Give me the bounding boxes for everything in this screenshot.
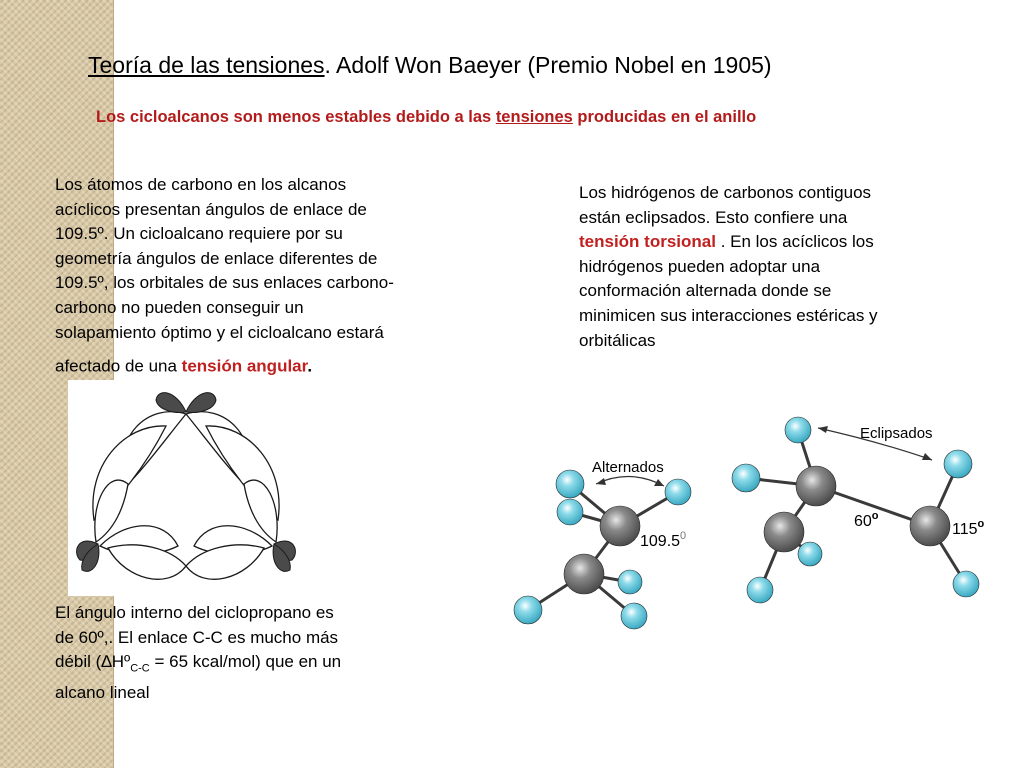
text-fragment: . En los acíclicos los — [715, 232, 874, 252]
text-line: conformación alternada donde se — [579, 281, 832, 301]
hydrogen-atom — [556, 470, 584, 498]
arrowhead-icon — [818, 426, 828, 433]
carbon-atom — [564, 554, 604, 594]
title-rest: . Adolf Won Baeyer (Premio Nobel en 1905) — [324, 52, 772, 78]
text-line: hidrógenos pueden adoptar una — [579, 256, 821, 276]
text-line: carbono no pueden conseguir un — [55, 297, 304, 317]
alternados-label: Alternados — [592, 459, 664, 476]
angle-label-60: 60$^o$ — [854, 510, 879, 530]
text-line: minimicen sus interacciones estéricas y — [579, 305, 878, 325]
text-line: El ángulo interno del ciclopropano es — [55, 603, 334, 622]
angle-strain-paragraph — [55, 173, 460, 379]
carbon-atom — [796, 466, 836, 506]
torsional-strain-paragraph — [579, 181, 959, 353]
torsional-strain-highlight: tensión torsional — [579, 232, 716, 252]
text-line — [55, 650, 400, 681]
last-line-text: afectado de una — [55, 356, 182, 376]
hydrogen-atom — [785, 417, 811, 443]
carbon-atom — [764, 512, 804, 552]
hydrogen-atom — [798, 542, 822, 566]
eclipsed-conformation-diagram — [720, 408, 1000, 618]
text-line: 109.5º. Un cicloalcano requiere por su — [55, 224, 343, 244]
title-underlined: Teoría de las tensiones — [88, 52, 325, 78]
carbon-atom — [600, 506, 640, 546]
delta-h-subscript: C-C — [130, 662, 150, 675]
angle-strain-highlight: tensión angular — [181, 356, 308, 376]
text-line: están eclipsados. Esto confiere una — [579, 207, 848, 227]
subtitle-before: Los cicloalcanos son menos estables debido a las — [96, 108, 496, 126]
text-line: orbitálicas — [579, 330, 656, 350]
text-line: 109.5º, los orbitales de sus enlaces carbono- — [55, 273, 394, 293]
text-line: Los hidrógenos de carbonos contiguos — [579, 183, 872, 202]
hydrogen-atom — [944, 450, 972, 478]
hydrogen-atom — [665, 479, 691, 505]
subtitle-after: producidas en el anillo — [572, 108, 757, 126]
hydrogen-atom — [621, 603, 647, 629]
text-line — [55, 345, 460, 379]
eclipsados-label: Eclipsados — [860, 425, 933, 442]
hydrogen-atom — [557, 499, 583, 525]
cyclopropane-paragraph — [55, 601, 400, 706]
text-line: alcano lineal — [55, 683, 150, 703]
subtitle-underlined: tensiones — [495, 108, 573, 126]
hydrogen-atom — [514, 596, 542, 624]
hydrogen-atom — [747, 577, 773, 603]
text-line: de 60º,. El enlace C-C es mucho más — [55, 627, 339, 647]
text-line: Los átomos de carbono en los alcanos — [55, 175, 347, 194]
slide-subtitle — [96, 108, 756, 127]
text-line: solapamiento óptimo y el cicloalcano estará — [55, 322, 384, 342]
cyclopropane-orbital-diagram — [68, 380, 304, 596]
slide-title — [88, 52, 772, 79]
carbon-atom — [910, 506, 950, 546]
hydrogen-atom — [732, 464, 760, 492]
text-fragment: débil ( — [55, 652, 102, 672]
text-line — [579, 230, 959, 255]
period: . — [307, 356, 313, 376]
text-fragment: = 65 kcal/mol) que en un — [149, 652, 342, 672]
angle-arrow-icon — [596, 476, 664, 486]
delta-h-symbol: ∆Hº — [101, 652, 131, 672]
hydrogen-atom — [953, 571, 979, 597]
arrowhead-icon — [922, 453, 932, 460]
angle-label-115: 115$^o$ — [952, 518, 985, 538]
staggered-conformation-diagram — [500, 450, 710, 640]
arrowhead-icon — [596, 478, 606, 485]
text-line: acíclicos presentan ángulos de enlace de — [55, 199, 367, 219]
hydrogen-atom — [618, 570, 642, 594]
angle-label-109: 109.5$^0$ — [640, 530, 687, 550]
text-line: geometría ángulos de enlace diferentes de — [55, 248, 378, 268]
